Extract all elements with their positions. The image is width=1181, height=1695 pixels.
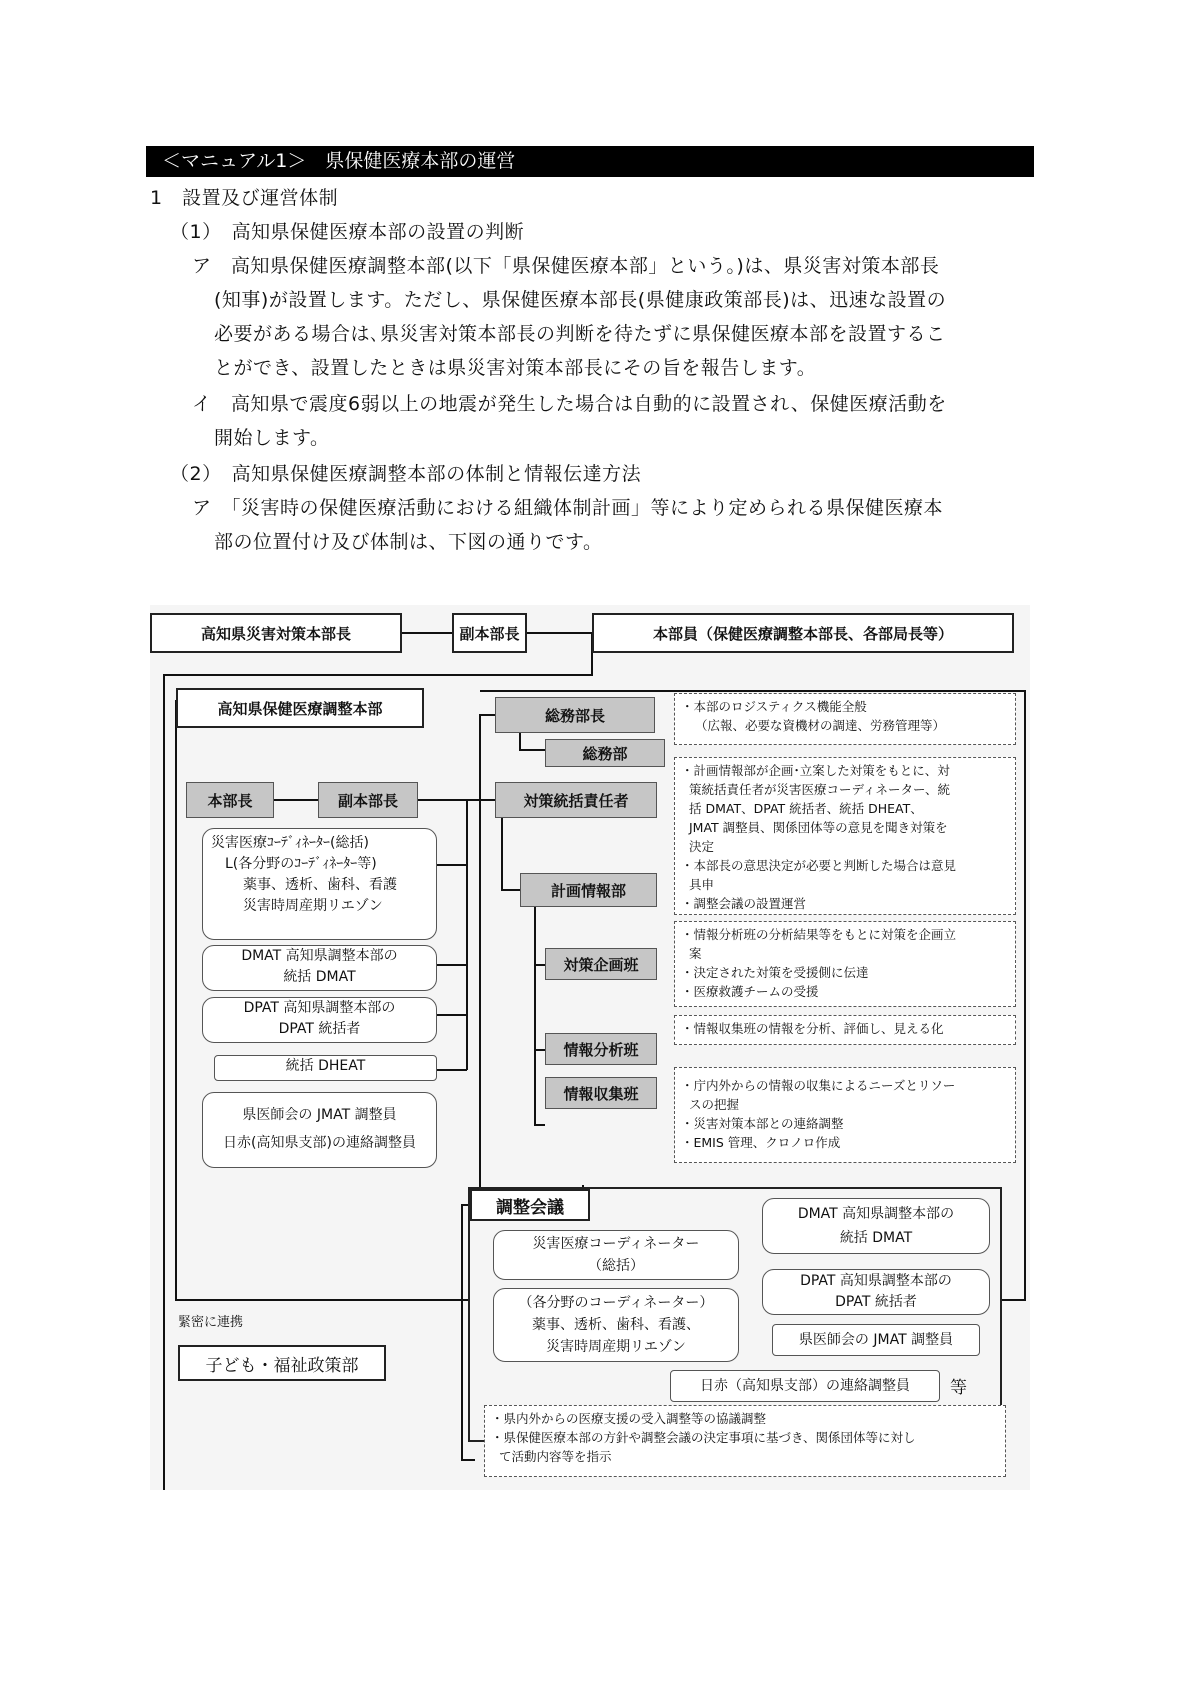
analysis-team-box: 情報分析班 xyxy=(545,1033,657,1065)
note-co-line1: ・庁内外からの情報の収集によるニーズとリソー xyxy=(681,1078,956,1093)
note-ga-line1: ・本部のロジスティクス機能全般 xyxy=(681,699,867,714)
note-cl-line3: 括 DMAT、DPAT 統括者、統括 DHEAT、 xyxy=(689,801,923,816)
meeting-jmat-box: 県医師会の JMAT 調整員 xyxy=(772,1324,980,1356)
mt-fields-line2: 薬事、透析、歯科、看護、 xyxy=(532,1317,700,1333)
meeting-etc-label: 等 xyxy=(950,1378,967,1398)
org-diagram xyxy=(150,605,1030,1490)
mt-fields-line3: 災害時周産期リエゾン xyxy=(546,1339,686,1355)
note-mt-line2: ・県保健医療本部の方針や調整会議の決定事項に基づき、関係団体等に対し xyxy=(491,1430,916,1445)
child-welfare-dept-box: 子ども・福祉政策部 xyxy=(178,1345,386,1381)
section-header: ＜マニュアル1＞ 県保健医療本部の運営 xyxy=(146,146,1034,177)
note-pt-line4: ・医療救護チームの受援 xyxy=(681,984,819,999)
dmat-line1: DMAT 高知県調整本部の xyxy=(241,948,398,964)
dpat-line1: DPAT 高知県調整本部の xyxy=(243,1000,396,1016)
meeting-dpat-box xyxy=(762,1269,990,1315)
coordinator-fields-2: 災害時周産期リエゾン xyxy=(243,898,383,914)
note-plan-team xyxy=(674,921,1016,1007)
dpat-box xyxy=(202,997,437,1043)
mt-dmat-line1: DMAT 高知県調整本部の xyxy=(797,1206,955,1222)
mt-fields-line1: （各分野のコーディネーター） xyxy=(518,1295,714,1311)
note-collection-team xyxy=(674,1067,1016,1163)
note-cl-line1: ・計画情報部が企画･立案した対策をもとに、対 xyxy=(681,763,950,778)
paragraph-a1-line4: とができ、設置したときは県災害対策本部長にその旨を報告します。 xyxy=(214,357,817,379)
note-pt-line2: 案 xyxy=(689,946,702,961)
note-an-line1: ・情報収集班の情報を分析、評価し、見える化 xyxy=(681,1021,944,1036)
mt-coord-line1: 災害医療コーディネーター xyxy=(532,1236,700,1252)
subsection-heading-2: （2） 高知県保健医療調整本部の体制と情報伝達方法 xyxy=(170,463,642,485)
paragraph-a1-line1: ア 高知県保健医療調整本部(以下「県保健医療本部」という。)は、県災害対策本部長 xyxy=(192,255,940,277)
note-mt-line3: て活動内容等を指示 xyxy=(499,1449,612,1464)
prefecture-disaster-chief-box: 高知県災害対策本部長 xyxy=(150,613,402,653)
note-cl-line8: ・調整会議の設置運営 xyxy=(681,896,807,911)
jmat-label: 県医師会の JMAT 調整員 xyxy=(242,1107,397,1123)
paragraph-a2-line2: 部の位置付け及び体制は、下図の通りです。 xyxy=(214,531,603,553)
coordination-meeting-title: 調整会議 xyxy=(470,1189,590,1221)
note-co-line3: ・災害対策本部との連絡調整 xyxy=(681,1116,844,1131)
mt-dpat-line1: DPAT 高知県調整本部の xyxy=(800,1273,952,1289)
coordinator-fields-1: 薬事、透析、歯科、看護 xyxy=(243,877,397,893)
meeting-redcross-box: 日赤（高知県支部）の連絡調整員 xyxy=(670,1370,940,1402)
note-ga-line2: （広報、必要な資機材の調達、労務管理等） xyxy=(695,718,946,733)
coordinator-sub: L(各分野のｺｰﾃﾞｨﾈｰﾀｰ等) xyxy=(225,856,377,872)
dmat-line2: 統括 DMAT xyxy=(283,969,356,985)
plan-team-box: 対策企画班 xyxy=(545,948,657,980)
paragraph-i1-line1: イ 高知県で震度6弱以上の地震が発生した場合は自動的に設置され、保健医療活動を xyxy=(192,393,947,415)
dpat-line2: DPAT 統括者 xyxy=(278,1021,361,1037)
note-analysis-team xyxy=(674,1015,1016,1045)
note-co-line4: ・EMIS 管理、クロノロ作成 xyxy=(681,1135,841,1150)
mt-dpat-line2: DPAT 統括者 xyxy=(835,1294,917,1310)
section-heading: 1 設置及び運営体制 xyxy=(150,187,339,209)
health-medical-hq-title: 高知県保健医療調整本部 xyxy=(176,688,424,728)
note-countermeasure xyxy=(674,757,1016,915)
general-affairs-chief-box: 総務部長 xyxy=(495,697,655,733)
paragraph-i1-line2: 開始します。 xyxy=(214,427,330,449)
close-link-label: 緊密に連携 xyxy=(178,1315,244,1330)
collection-team-box: 情報収集班 xyxy=(545,1077,657,1109)
subsection-heading-1: （1） 高知県保健医療本部の設置の判断 xyxy=(170,221,525,243)
planning-dept-box: 計画情報部 xyxy=(520,873,657,907)
dmat-box xyxy=(202,945,437,991)
jmat-redcross-box xyxy=(202,1092,437,1168)
coordinator-title: 災害医療ｺｰﾃﾞｨﾈｰﾀｰ(総括) xyxy=(211,835,369,851)
headquarters-members-box: 本部員（保健医療調整本部長、各部局長等） xyxy=(592,613,1014,653)
note-pt-line3: ・決定された対策を受援側に伝達 xyxy=(681,965,869,980)
mt-coord-line2: （総括） xyxy=(588,1258,644,1274)
meeting-coordinator-box xyxy=(493,1230,739,1280)
note-pt-line1: ・情報分析班の分析結果等をもとに対策を企画立 xyxy=(681,927,957,942)
note-general-affairs xyxy=(674,693,1016,745)
meeting-fields-box xyxy=(493,1288,739,1362)
note-cl-line6: ・本部長の意思決定が必要と判断した場合は意見 xyxy=(681,858,957,873)
mt-dmat-line2: 統括 DMAT xyxy=(839,1230,913,1246)
note-mt-line1: ・県内外からの医療支援の受入調整等の協議調整 xyxy=(491,1411,767,1426)
redcross-label: 日赤(高知県支部)の連絡調整員 xyxy=(223,1135,416,1151)
meeting-dmat-box xyxy=(762,1198,990,1254)
note-cl-line2: 策統括責任者が災害医療コーディネーター、統 xyxy=(689,782,951,797)
note-cl-line7: 具申 xyxy=(689,877,715,892)
countermeasure-lead-box: 対策統括責任者 xyxy=(495,782,657,818)
note-cl-line5: 決定 xyxy=(689,839,715,854)
general-affairs-box: 総務部 xyxy=(545,739,665,767)
paragraph-a1-line2: (知事)が設置します。ただし、県保健医療本部長(県健康政策部長)は、迅速な設置の xyxy=(214,289,947,311)
dheat-box: 統括 DHEAT xyxy=(214,1055,437,1081)
note-meeting xyxy=(484,1405,1006,1477)
vice-chief-box: 副本部長 xyxy=(318,782,418,818)
paragraph-a1-line3: 必要がある場合は､県災害対策本部長の判断を待たずに県保健医療本部を設置するこ xyxy=(214,323,946,345)
chief-box: 本部長 xyxy=(186,782,274,818)
note-co-line2: スの把握 xyxy=(689,1097,740,1112)
coordinator-group xyxy=(202,828,437,940)
paragraph-a2-line1: ア 「災害時の保健医療活動における組織体制計画」等により定められる県保健医療本 xyxy=(192,497,944,519)
top-vice-chief-box: 副本部長 xyxy=(452,613,527,653)
note-cl-line4: JMAT 調整員、関係団体等の意見を聞き対策を xyxy=(689,820,948,835)
